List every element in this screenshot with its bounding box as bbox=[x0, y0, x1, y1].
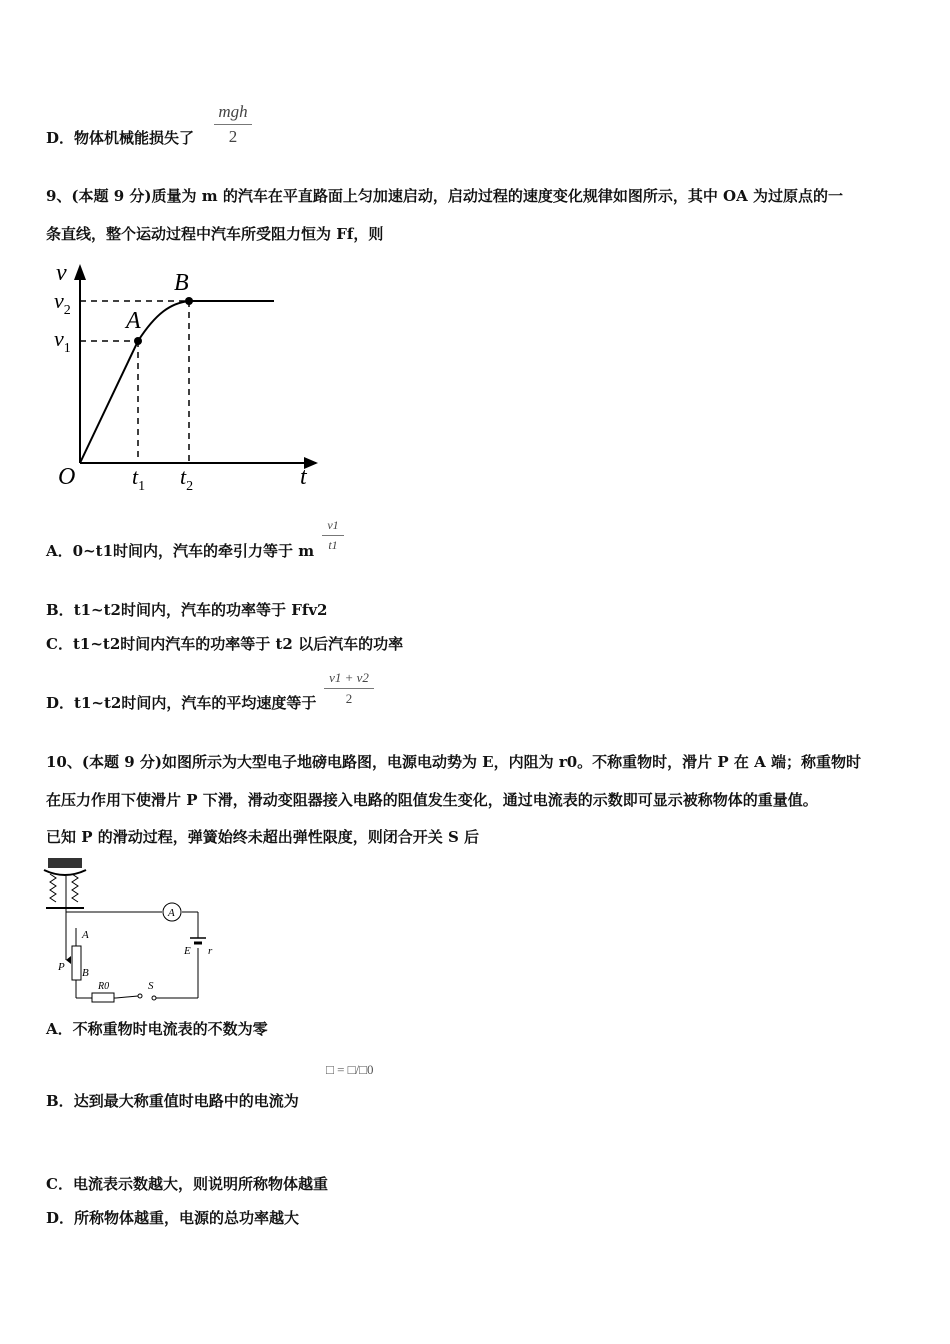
switch-contact bbox=[138, 994, 142, 998]
spring-left-icon bbox=[50, 874, 56, 902]
v-axis-arrow bbox=[74, 264, 86, 280]
q9-vt-graph bbox=[46, 258, 336, 498]
q8-option-d bbox=[46, 128, 194, 148]
frac-denominator: 2 bbox=[228, 127, 238, 146]
scale-plate bbox=[48, 858, 82, 868]
option-label: A． bbox=[46, 542, 73, 560]
q9-stem-line2: 条直线，整个运动过程中汽车所受阻力恒为 Ff，则 bbox=[46, 225, 384, 243]
t1-label: $t_1$ bbox=[132, 464, 146, 494]
rheostat-b-label: B bbox=[82, 967, 89, 979]
q9-stem-line1: 9、(本题 9 分)质量为 m 的汽车在平直路面上匀加速启动，启动过程的速度变化规律如图所示，其中 OA 为过原点的一 bbox=[46, 187, 843, 205]
switch-label: S bbox=[148, 980, 154, 992]
rheostat bbox=[72, 946, 81, 980]
q9-option-d bbox=[46, 693, 316, 713]
frac-numerator: v1 + v2 bbox=[329, 670, 369, 685]
frac-denominator: t1 bbox=[328, 538, 338, 552]
b-label: B bbox=[174, 270, 189, 296]
option-text: 所称物体越重，电源的总功率越大 bbox=[74, 1209, 300, 1227]
line-oa bbox=[80, 341, 138, 463]
option-text: t1~t2时间内，汽车的平均速度等于 bbox=[74, 694, 317, 712]
q10-b-formula: □ = □/□0 bbox=[326, 1062, 374, 1077]
emf-label: E bbox=[184, 945, 191, 957]
q10-stem-line2: 在压力作用下使滑片 P 下滑，滑动变阻器接入电路的阻值发生变化，通过电流表的示数即可显示被称物体的重量值。 bbox=[46, 791, 818, 809]
q10-option-b bbox=[46, 1091, 299, 1111]
spring-right-icon bbox=[72, 874, 78, 902]
frac-denominator: 2 bbox=[345, 691, 353, 706]
switch-contact bbox=[152, 996, 156, 1000]
option-text: 0~t1时间内，汽车的牵引力等于 m bbox=[72, 542, 315, 560]
q10-circuit bbox=[40, 856, 220, 1006]
option-text: 达到最大称重值时电路中的电流为 bbox=[73, 1092, 299, 1110]
q9-option-b bbox=[46, 600, 327, 620]
q9-d-fraction bbox=[324, 670, 374, 707]
q9-a-fraction bbox=[322, 518, 344, 553]
a-label: A bbox=[126, 308, 141, 334]
switch-blade bbox=[116, 996, 138, 998]
frac-bar bbox=[324, 688, 374, 689]
frac-bar bbox=[322, 535, 344, 536]
r0-label: R0 bbox=[98, 981, 110, 992]
option-text: 不称重物时电流表的不数为零 bbox=[72, 1020, 268, 1038]
q10-option-d bbox=[46, 1208, 299, 1228]
option-text: t1~t2时间内，汽车的功率等于 Ffv2 bbox=[73, 601, 328, 619]
frac-bar bbox=[214, 124, 252, 125]
q9-option-a bbox=[46, 541, 314, 561]
curve-ab bbox=[138, 301, 189, 341]
option-label: A． bbox=[46, 1020, 73, 1038]
frac-numerator: v1 bbox=[327, 518, 339, 532]
point-b bbox=[185, 297, 193, 305]
option-label: B． bbox=[46, 601, 74, 619]
t2-label: $t_2$ bbox=[180, 464, 194, 494]
q10-stem-line1: 10、(本题 9 分)如图所示为大型电子地磅电路图，电源电动势为 E，内阻为 r0。不称重物时，滑片 P 在 A 端；称重物时 bbox=[46, 753, 861, 771]
v-label: v bbox=[56, 260, 67, 286]
v1-label: $v_1$ bbox=[54, 326, 71, 356]
internal-label: r bbox=[208, 945, 213, 957]
ammeter-label: A bbox=[168, 907, 175, 919]
option-text: 电流表示数越大，则说明所称物体越重 bbox=[72, 1175, 328, 1193]
option-label: C． bbox=[46, 635, 73, 653]
v2-label: $v_2$ bbox=[54, 288, 71, 318]
option-text: 物体机械能损失了 bbox=[74, 129, 195, 147]
option-label: B． bbox=[46, 1092, 74, 1110]
resistor-r0 bbox=[92, 993, 114, 1002]
q8-d-fraction bbox=[214, 102, 252, 147]
option-label: C． bbox=[46, 1175, 73, 1193]
option-label: D． bbox=[46, 694, 75, 712]
q10-option-c bbox=[46, 1174, 328, 1194]
option-label: D． bbox=[46, 1209, 75, 1227]
slider-p-icon bbox=[66, 956, 71, 964]
option-text: t1~t2时间内汽车的功率等于 t2 以后汽车的功率 bbox=[72, 635, 404, 653]
q10-option-a bbox=[46, 1019, 268, 1039]
slider-p-label: P bbox=[58, 961, 65, 973]
option-label: D． bbox=[46, 129, 75, 147]
q9-option-c bbox=[46, 634, 403, 654]
point-a bbox=[134, 337, 142, 345]
frac-numerator: mgh bbox=[218, 102, 248, 121]
q10-stem-line3: 已知 P 的滑动过程，弹簧始终未超出弹性限度，则闭合开关 S 后 bbox=[46, 828, 480, 846]
rheostat-a-label: A bbox=[82, 929, 89, 941]
origin-label: O bbox=[58, 464, 76, 490]
t-label: t bbox=[300, 464, 307, 490]
